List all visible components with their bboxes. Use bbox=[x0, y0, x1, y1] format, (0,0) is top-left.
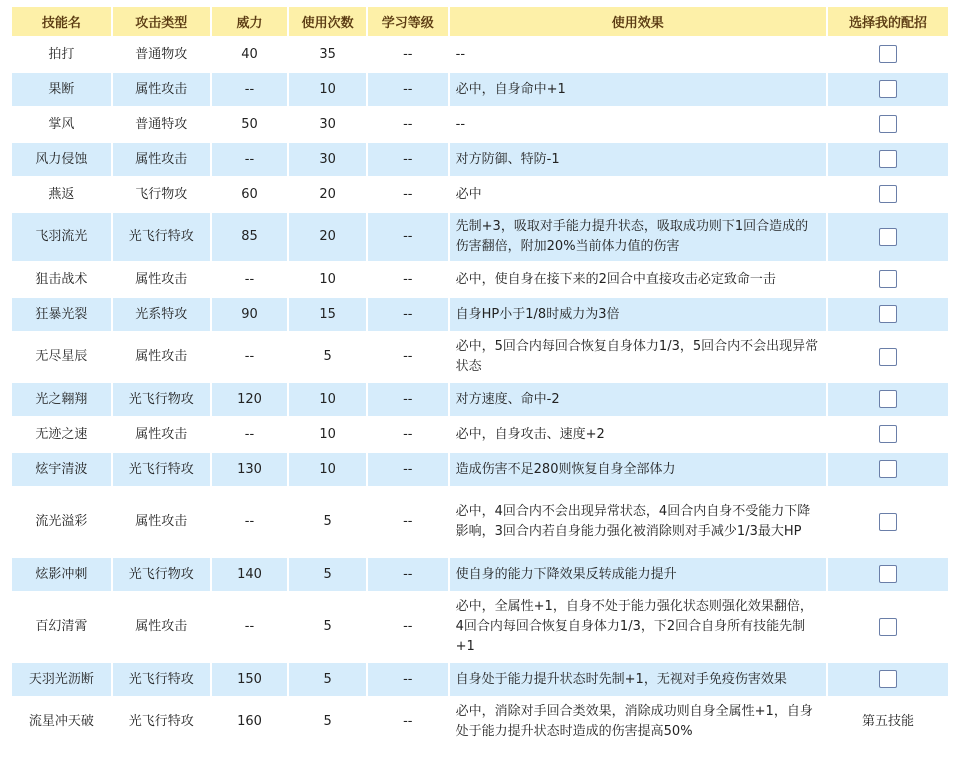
attack-type: 普通物攻 bbox=[113, 38, 210, 71]
select-skill-checkbox[interactable] bbox=[879, 228, 897, 246]
skill-effect: -- bbox=[450, 38, 826, 71]
attack-type: 光飞行物攻 bbox=[113, 558, 210, 591]
attack-type: 光飞行特攻 bbox=[113, 213, 210, 261]
skills-table-body bbox=[12, 38, 948, 746]
table-row bbox=[12, 38, 948, 71]
select-skill-checkbox[interactable] bbox=[879, 425, 897, 443]
table-row bbox=[12, 333, 948, 381]
select-skill-checkbox[interactable] bbox=[879, 565, 897, 583]
power-value: -- bbox=[212, 143, 288, 176]
select-cell bbox=[828, 593, 948, 661]
power-value: 50 bbox=[212, 108, 288, 141]
power-value: 40 bbox=[212, 38, 288, 71]
skill-name: 天羽光沥断 bbox=[12, 663, 111, 696]
select-skill-checkbox[interactable] bbox=[879, 460, 897, 478]
uses-value: 10 bbox=[289, 73, 366, 106]
attack-type: 飞行物攻 bbox=[113, 178, 210, 211]
table-header-row bbox=[12, 7, 948, 36]
learn-level: -- bbox=[368, 593, 448, 661]
learn-level: -- bbox=[368, 488, 448, 556]
table-row bbox=[12, 558, 948, 591]
select-cell bbox=[828, 383, 948, 416]
learn-level: -- bbox=[368, 263, 448, 296]
table-row bbox=[12, 418, 948, 451]
skill-name: 燕返 bbox=[12, 178, 111, 211]
uses-value: 10 bbox=[289, 418, 366, 451]
select-cell bbox=[828, 418, 948, 451]
uses-value: 10 bbox=[289, 453, 366, 486]
learn-level: -- bbox=[368, 698, 448, 746]
skill-name: 拍打 bbox=[12, 38, 111, 71]
header-skill-name: 技能名 bbox=[12, 7, 111, 36]
learn-level: -- bbox=[368, 383, 448, 416]
select-cell bbox=[828, 263, 948, 296]
select-cell bbox=[828, 143, 948, 176]
skill-effect: 必中，4回合内不会出现异常状态，4回合内自身不受能力下降影响，3回合内若自身能力强化被消除则对手减少1/3最大HP bbox=[450, 488, 826, 556]
select-skill-checkbox[interactable] bbox=[879, 618, 897, 636]
learn-level: -- bbox=[368, 418, 448, 451]
header-attack-type: 攻击类型 bbox=[113, 7, 210, 36]
select-skill-checkbox[interactable] bbox=[879, 45, 897, 63]
skill-name: 掌风 bbox=[12, 108, 111, 141]
uses-value: 15 bbox=[289, 298, 366, 331]
power-value: 130 bbox=[212, 453, 288, 486]
skills-table bbox=[10, 5, 950, 748]
select-cell bbox=[828, 73, 948, 106]
select-skill-checkbox[interactable] bbox=[879, 670, 897, 688]
uses-value: 20 bbox=[289, 178, 366, 211]
skill-name: 无迹之速 bbox=[12, 418, 111, 451]
learn-level: -- bbox=[368, 298, 448, 331]
header-uses: 使用次数 bbox=[289, 7, 366, 36]
power-value: 90 bbox=[212, 298, 288, 331]
table-row bbox=[12, 108, 948, 141]
skill-name: 炫宇清波 bbox=[12, 453, 111, 486]
select-skill-checkbox[interactable] bbox=[879, 348, 897, 366]
learn-level: -- bbox=[368, 38, 448, 71]
skill-effect: 必中，5回合内每回合恢复自身体力1/3，5回合内不会出现异常状态 bbox=[450, 333, 826, 381]
skill-effect: 必中，使自身在接下来的2回合中直接攻击必定致命一击 bbox=[450, 263, 826, 296]
learn-level: -- bbox=[368, 663, 448, 696]
select-skill-checkbox[interactable] bbox=[879, 80, 897, 98]
select-cell bbox=[828, 213, 948, 261]
skill-effect: 必中，全属性+1，自身不处于能力强化状态则强化效果翻倍，4回合内每回合恢复自身体力1/3，下2回合自身所有技能先制+1 bbox=[450, 593, 826, 661]
skill-effect: 必中 bbox=[450, 178, 826, 211]
uses-value: 5 bbox=[289, 593, 366, 661]
table-row bbox=[12, 663, 948, 696]
power-value: -- bbox=[212, 73, 288, 106]
attack-type: 属性攻击 bbox=[113, 418, 210, 451]
table-row bbox=[12, 213, 948, 261]
table-row bbox=[12, 298, 948, 331]
header-learn-level: 学习等级 bbox=[368, 7, 448, 36]
skill-name: 流光溢彩 bbox=[12, 488, 111, 556]
select-cell bbox=[828, 453, 948, 486]
select-cell bbox=[828, 38, 948, 71]
uses-value: 5 bbox=[289, 698, 366, 746]
learn-level: -- bbox=[368, 213, 448, 261]
learn-level: -- bbox=[368, 108, 448, 141]
select-skill-checkbox[interactable] bbox=[879, 185, 897, 203]
select-skill-checkbox[interactable] bbox=[879, 513, 897, 531]
power-value: 60 bbox=[212, 178, 288, 211]
attack-type: 光飞行物攻 bbox=[113, 383, 210, 416]
table-row bbox=[12, 143, 948, 176]
header-effect: 使用效果 bbox=[450, 7, 826, 36]
select-skill-checkbox[interactable] bbox=[879, 305, 897, 323]
skill-effect: 必中，消除对手回合类效果，消除成功则自身全属性+1，自身处于能力提升状态时造成的伤害提高50% bbox=[450, 698, 826, 746]
table-row bbox=[12, 453, 948, 486]
attack-type: 属性攻击 bbox=[113, 263, 210, 296]
learn-level: -- bbox=[368, 178, 448, 211]
select-cell bbox=[828, 178, 948, 211]
skill-name: 光之翱翔 bbox=[12, 383, 111, 416]
skill-name: 百幻清霄 bbox=[12, 593, 111, 661]
power-value: -- bbox=[212, 593, 288, 661]
power-value: 160 bbox=[212, 698, 288, 746]
learn-level: -- bbox=[368, 73, 448, 106]
learn-level: -- bbox=[368, 333, 448, 381]
select-skill-checkbox[interactable] bbox=[879, 150, 897, 168]
table-row bbox=[12, 698, 948, 746]
select-cell bbox=[828, 333, 948, 381]
attack-type: 光飞行特攻 bbox=[113, 663, 210, 696]
uses-value: 10 bbox=[289, 263, 366, 296]
uses-value: 20 bbox=[289, 213, 366, 261]
select-cell bbox=[828, 298, 948, 331]
power-value: -- bbox=[212, 333, 288, 381]
skill-effect: 必中，自身攻击、速度+2 bbox=[450, 418, 826, 451]
power-value: -- bbox=[212, 488, 288, 556]
table-row bbox=[12, 488, 948, 556]
select-skill-checkbox[interactable] bbox=[879, 390, 897, 408]
skill-effect: 对方速度、命中-2 bbox=[450, 383, 826, 416]
skill-name: 果断 bbox=[12, 73, 111, 106]
select-cell bbox=[828, 663, 948, 696]
attack-type: 属性攻击 bbox=[113, 73, 210, 106]
power-value: 85 bbox=[212, 213, 288, 261]
uses-value: 5 bbox=[289, 488, 366, 556]
table-row bbox=[12, 73, 948, 106]
power-value: -- bbox=[212, 263, 288, 296]
learn-level: -- bbox=[368, 453, 448, 486]
skill-effect: 造成伤害不足280则恢复自身全部体力 bbox=[450, 453, 826, 486]
header-select: 选择我的配招 bbox=[828, 7, 948, 36]
select-cell bbox=[828, 558, 948, 591]
power-value: 120 bbox=[212, 383, 288, 416]
learn-level: -- bbox=[368, 143, 448, 176]
skill-name: 风力侵蚀 bbox=[12, 143, 111, 176]
table-row bbox=[12, 178, 948, 211]
select-cell bbox=[828, 488, 948, 556]
learn-level: -- bbox=[368, 558, 448, 591]
uses-value: 5 bbox=[289, 663, 366, 696]
skill-name: 炫影冲刺 bbox=[12, 558, 111, 591]
skill-name: 狂暴光裂 bbox=[12, 298, 111, 331]
attack-type: 属性攻击 bbox=[113, 488, 210, 556]
table-row bbox=[12, 383, 948, 416]
uses-value: 30 bbox=[289, 143, 366, 176]
attack-type: 属性攻击 bbox=[113, 143, 210, 176]
power-value: 150 bbox=[212, 663, 288, 696]
select-skill-checkbox[interactable] bbox=[879, 270, 897, 288]
uses-value: 5 bbox=[289, 558, 366, 591]
skill-name: 流星冲天破 bbox=[12, 698, 111, 746]
attack-type: 光飞行特攻 bbox=[113, 698, 210, 746]
skill-effect: -- bbox=[450, 108, 826, 141]
table-row bbox=[12, 263, 948, 296]
table-row bbox=[12, 593, 948, 661]
power-value: 140 bbox=[212, 558, 288, 591]
attack-type: 普通特攻 bbox=[113, 108, 210, 141]
skill-name: 飞羽流光 bbox=[12, 213, 111, 261]
attack-type: 光飞行特攻 bbox=[113, 453, 210, 486]
skill-effect: 自身处于能力提升状态时先制+1，无视对手免疫伤害效果 bbox=[450, 663, 826, 696]
uses-value: 5 bbox=[289, 333, 366, 381]
uses-value: 35 bbox=[289, 38, 366, 71]
skill-effect: 自身HP小于1/8时威力为3倍 bbox=[450, 298, 826, 331]
skill-name: 无尽星辰 bbox=[12, 333, 111, 381]
header-power: 威力 bbox=[212, 7, 288, 36]
uses-value: 10 bbox=[289, 383, 366, 416]
skill-effect: 使自身的能力下降效果反转成能力提升 bbox=[450, 558, 826, 591]
select-cell: 第五技能 bbox=[828, 698, 948, 746]
attack-type: 属性攻击 bbox=[113, 333, 210, 381]
skill-effect: 对方防御、特防-1 bbox=[450, 143, 826, 176]
select-cell bbox=[828, 108, 948, 141]
attack-type: 光系特攻 bbox=[113, 298, 210, 331]
uses-value: 30 bbox=[289, 108, 366, 141]
select-skill-checkbox[interactable] bbox=[879, 115, 897, 133]
skill-name: 狙击战术 bbox=[12, 263, 111, 296]
attack-type: 属性攻击 bbox=[113, 593, 210, 661]
skill-effect: 先制+3，吸取对手能力提升状态，吸取成功则下1回合造成的伤害翻倍，附加20%当前体力值的伤害 bbox=[450, 213, 826, 261]
power-value: -- bbox=[212, 418, 288, 451]
skill-effect: 必中，自身命中+1 bbox=[450, 73, 826, 106]
